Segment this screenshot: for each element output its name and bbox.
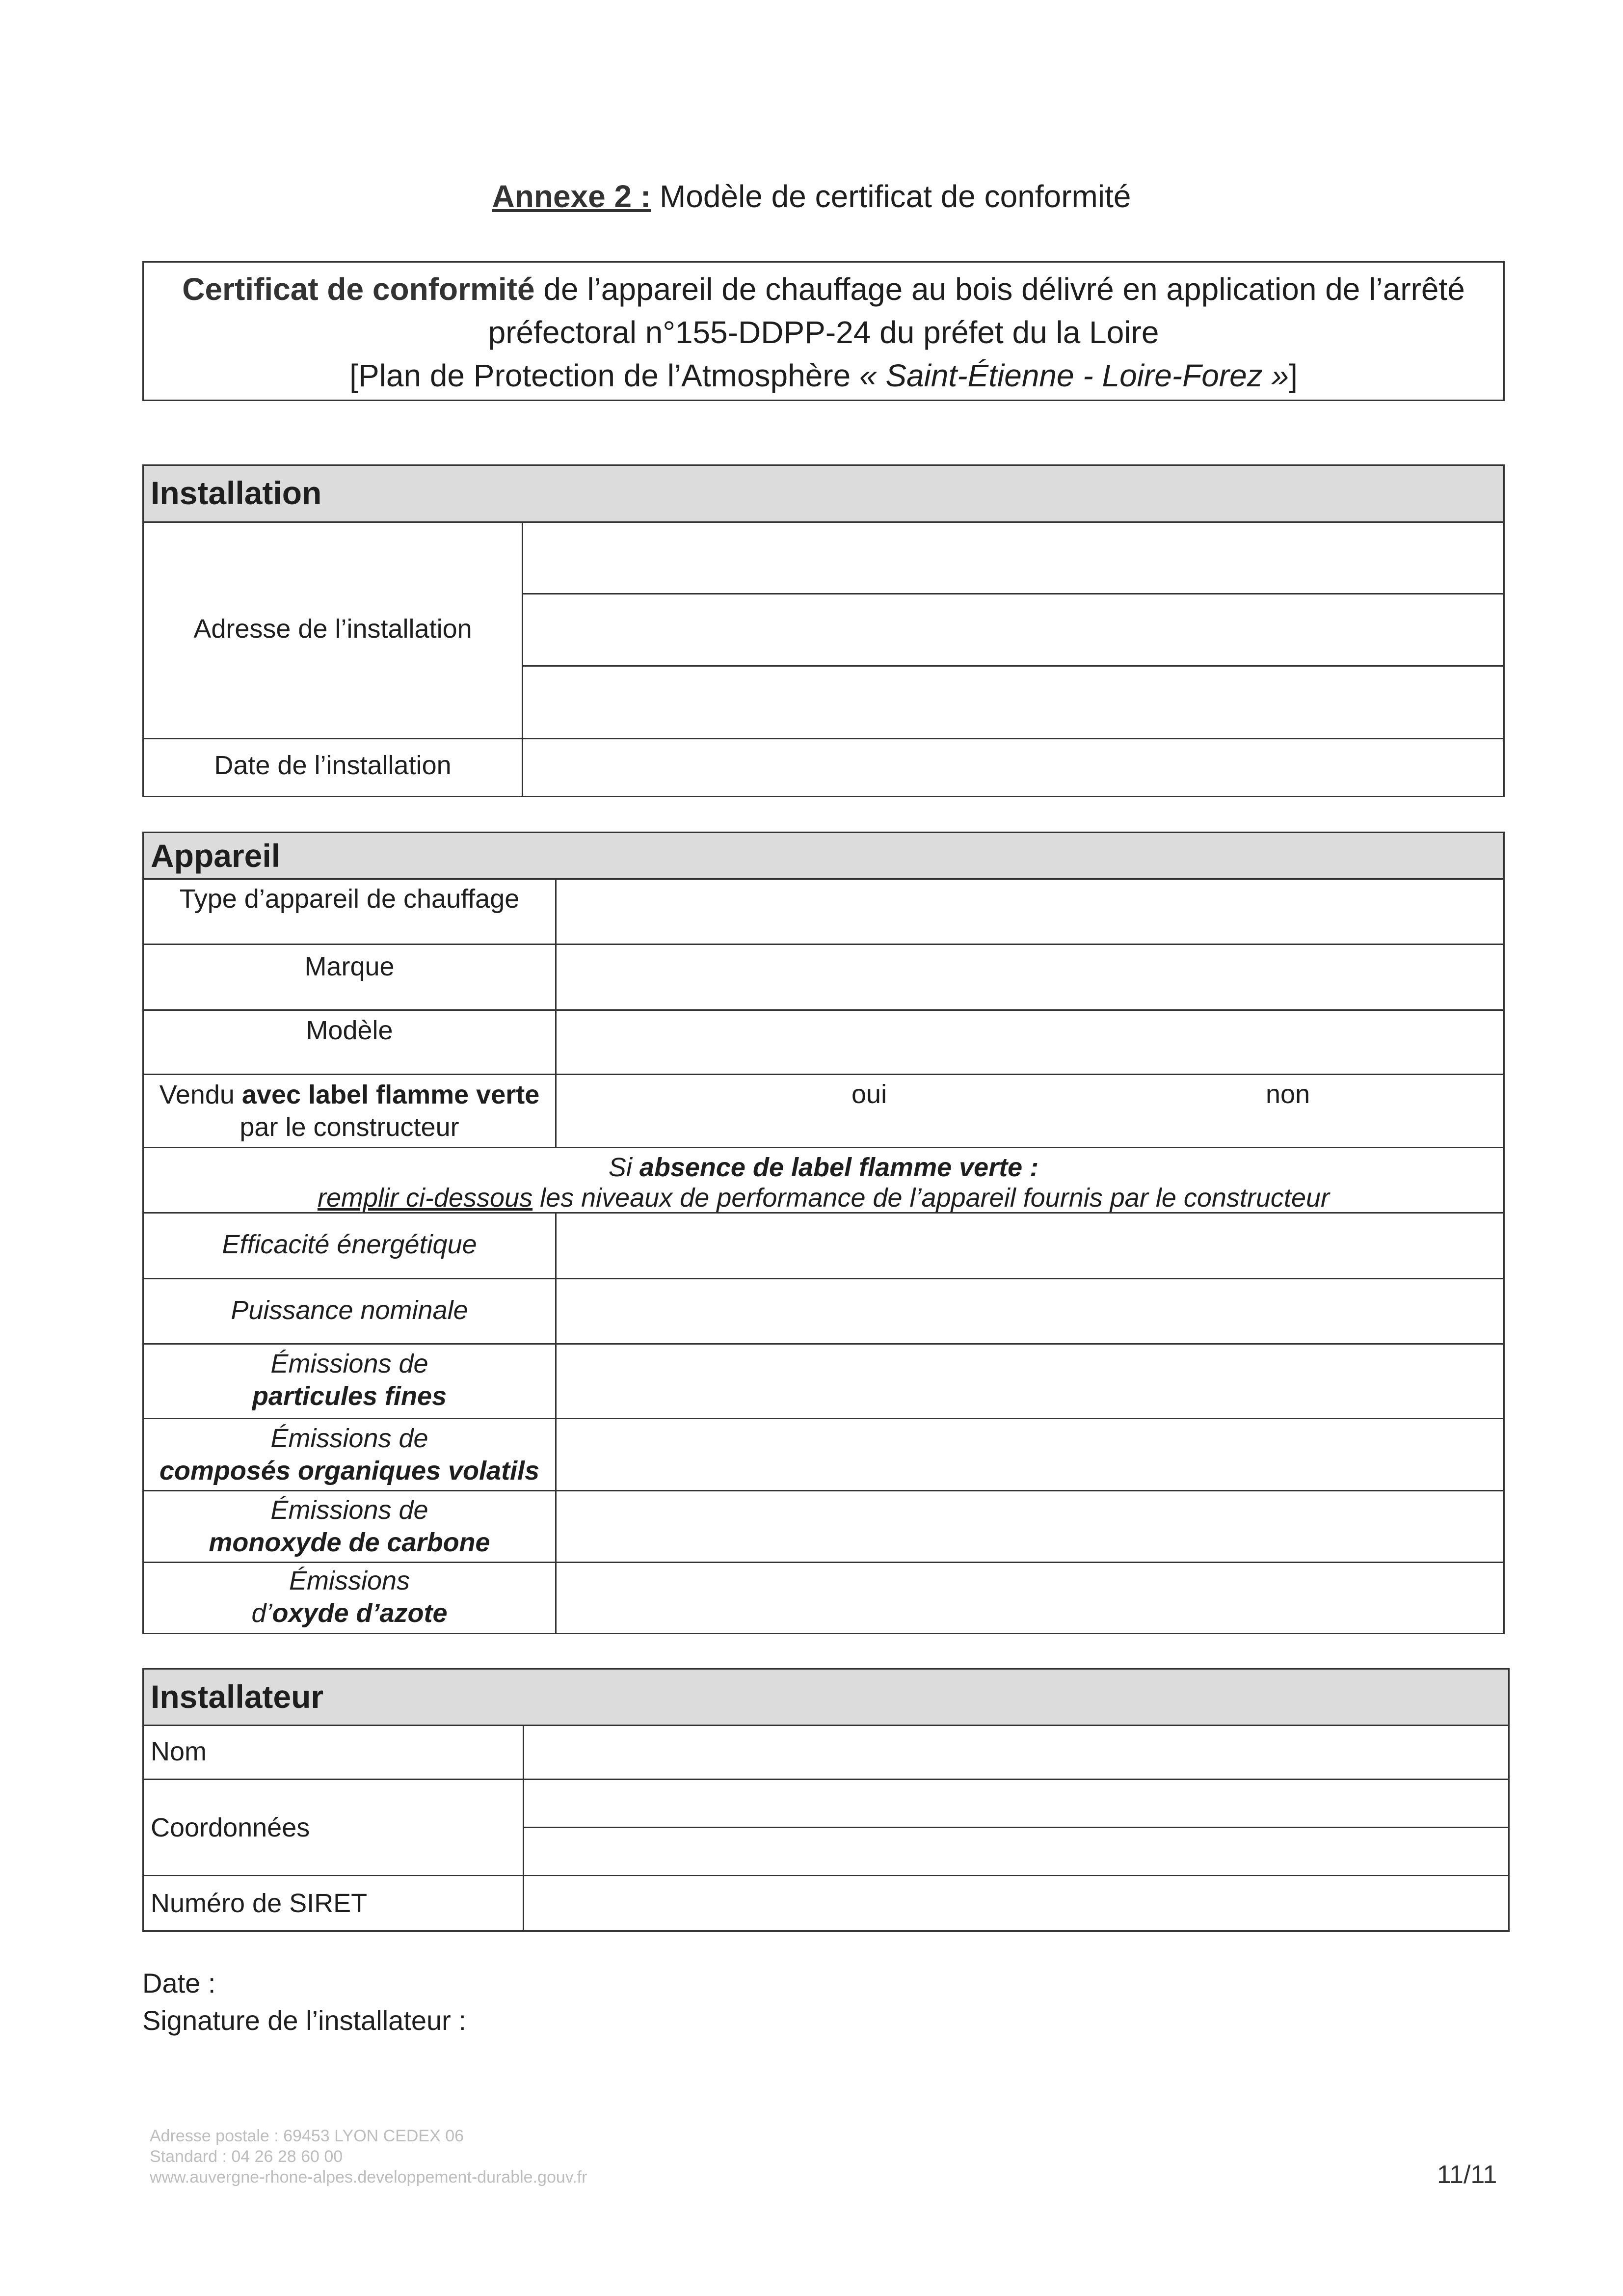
page-number: 11/11 (1437, 2161, 1497, 2189)
em1-b: particules fines (252, 1381, 447, 1411)
address-field-3[interactable] (523, 667, 1503, 738)
puissance-field[interactable] (557, 1279, 1503, 1343)
em3-a: Émissions de (270, 1495, 428, 1525)
installation-section (142, 464, 1505, 797)
em2-b: composés organiques volatils (159, 1456, 540, 1486)
address-label: Adresse de l’installation (193, 614, 472, 644)
remplir-underline: remplir ci-dessous (317, 1183, 533, 1213)
em4-a: Émissions (289, 1566, 410, 1595)
absence-note (144, 1152, 1503, 1213)
title-line-1-rest: de l’appareil de chauffage au bois délivré en application de l’arrêté (534, 271, 1465, 307)
appareil-heading: Appareil (144, 833, 1503, 880)
puissance-label: Puissance nominale (231, 1296, 468, 1325)
date-field[interactable] (523, 739, 1503, 797)
footer-address (150, 2126, 587, 2188)
label-bold-text: avec label flamme verte (241, 1080, 540, 1109)
installation-heading: Installation (144, 466, 1503, 523)
em2-a: Émissions de (270, 1424, 428, 1453)
absence-bold: absence de label flamme verte : (639, 1153, 1039, 1182)
title-line-1 (144, 268, 1503, 311)
title-line-3-start: [Plan de Protection de l’Atmosphère (349, 358, 859, 393)
title-bold: Certificat de conformité (182, 271, 535, 307)
certificate-title-box (142, 261, 1505, 401)
title-line-3-italic: « Saint-Étienne - Loire-Forez » (859, 358, 1289, 393)
emissions-nox-label (144, 1565, 555, 1629)
footer-line-1: Adresse postale : 69453 LYON CEDEX 06 (150, 2127, 464, 2145)
absence-prefix: Si (608, 1153, 639, 1182)
cov-field[interactable] (557, 1419, 1503, 1490)
label-flamme-verte-cell (144, 1079, 555, 1143)
co-field[interactable] (557, 1491, 1503, 1562)
emissions-co-label (144, 1494, 555, 1559)
siret-label: Numéro de SIRET (151, 1889, 368, 1918)
coordonnees-field-1[interactable] (524, 1780, 1508, 1827)
installateur-heading: Installateur (144, 1670, 1508, 1726)
emissions-particules-label (144, 1348, 555, 1412)
remplir-rest: les niveaux de performance de l’appareil fournis par le constructeur (532, 1183, 1330, 1213)
nom-label: Nom (151, 1737, 207, 1766)
footer-line-3: www.auvergne-rhone-alpes.developpement-durable.gouv.fr (150, 2168, 587, 2187)
coordonnees-field-2[interactable] (524, 1828, 1508, 1875)
nom-field[interactable] (524, 1726, 1508, 1779)
type-label: Type d’appareil de chauffage (179, 884, 520, 914)
annex-label: Annexe 2 : (492, 179, 651, 214)
signature-line: Signature de l’installateur : (142, 2005, 466, 2036)
marque-label: Marque (304, 952, 395, 981)
footer-line-2: Standard : 04 26 28 60 00 (150, 2147, 343, 2166)
modele-label: Modèle (306, 1016, 393, 1045)
date-line: Date : (142, 1968, 216, 1999)
modele-field[interactable] (557, 1011, 1503, 1074)
label-vendu-text: Vendu (159, 1080, 242, 1109)
em4-b-pre: d’ (251, 1598, 272, 1628)
oui-option[interactable]: oui (851, 1080, 887, 1109)
address-field-1[interactable] (523, 523, 1503, 593)
em4-b: oxyde d’azote (272, 1598, 448, 1628)
marque-field[interactable] (557, 945, 1503, 1009)
title-line-2: préfectoral n°155-DDPP-24 du préfet du la Loire (488, 315, 1159, 350)
label-line2-text: par le constructeur (239, 1112, 459, 1142)
address-field-2[interactable] (523, 594, 1503, 665)
efficacite-field[interactable] (557, 1214, 1503, 1278)
siret-field[interactable] (524, 1876, 1508, 1932)
title-line-3-end: ] (1289, 358, 1298, 393)
type-field[interactable] (557, 880, 1503, 944)
annex-title-text: Modèle de certificat de conformité (651, 179, 1131, 214)
date-label: Date de l’installation (214, 751, 452, 780)
row-line (144, 1074, 1503, 1075)
row-line (144, 1147, 1503, 1148)
non-option[interactable]: non (1266, 1080, 1310, 1109)
particules-field[interactable] (557, 1345, 1503, 1418)
coordonnees-label: Coordonnées (151, 1813, 310, 1842)
title-line-3 (144, 354, 1503, 397)
em3-b: monoxyde de carbone (209, 1528, 490, 1557)
nox-field[interactable] (557, 1563, 1503, 1634)
em1-a: Émissions de (270, 1349, 428, 1378)
emissions-cov-label (144, 1422, 555, 1487)
annex-title (0, 177, 1623, 216)
appareil-section (142, 832, 1505, 1634)
efficacite-label: Efficacité énergétique (222, 1230, 477, 1259)
installateur-section (142, 1668, 1510, 1932)
